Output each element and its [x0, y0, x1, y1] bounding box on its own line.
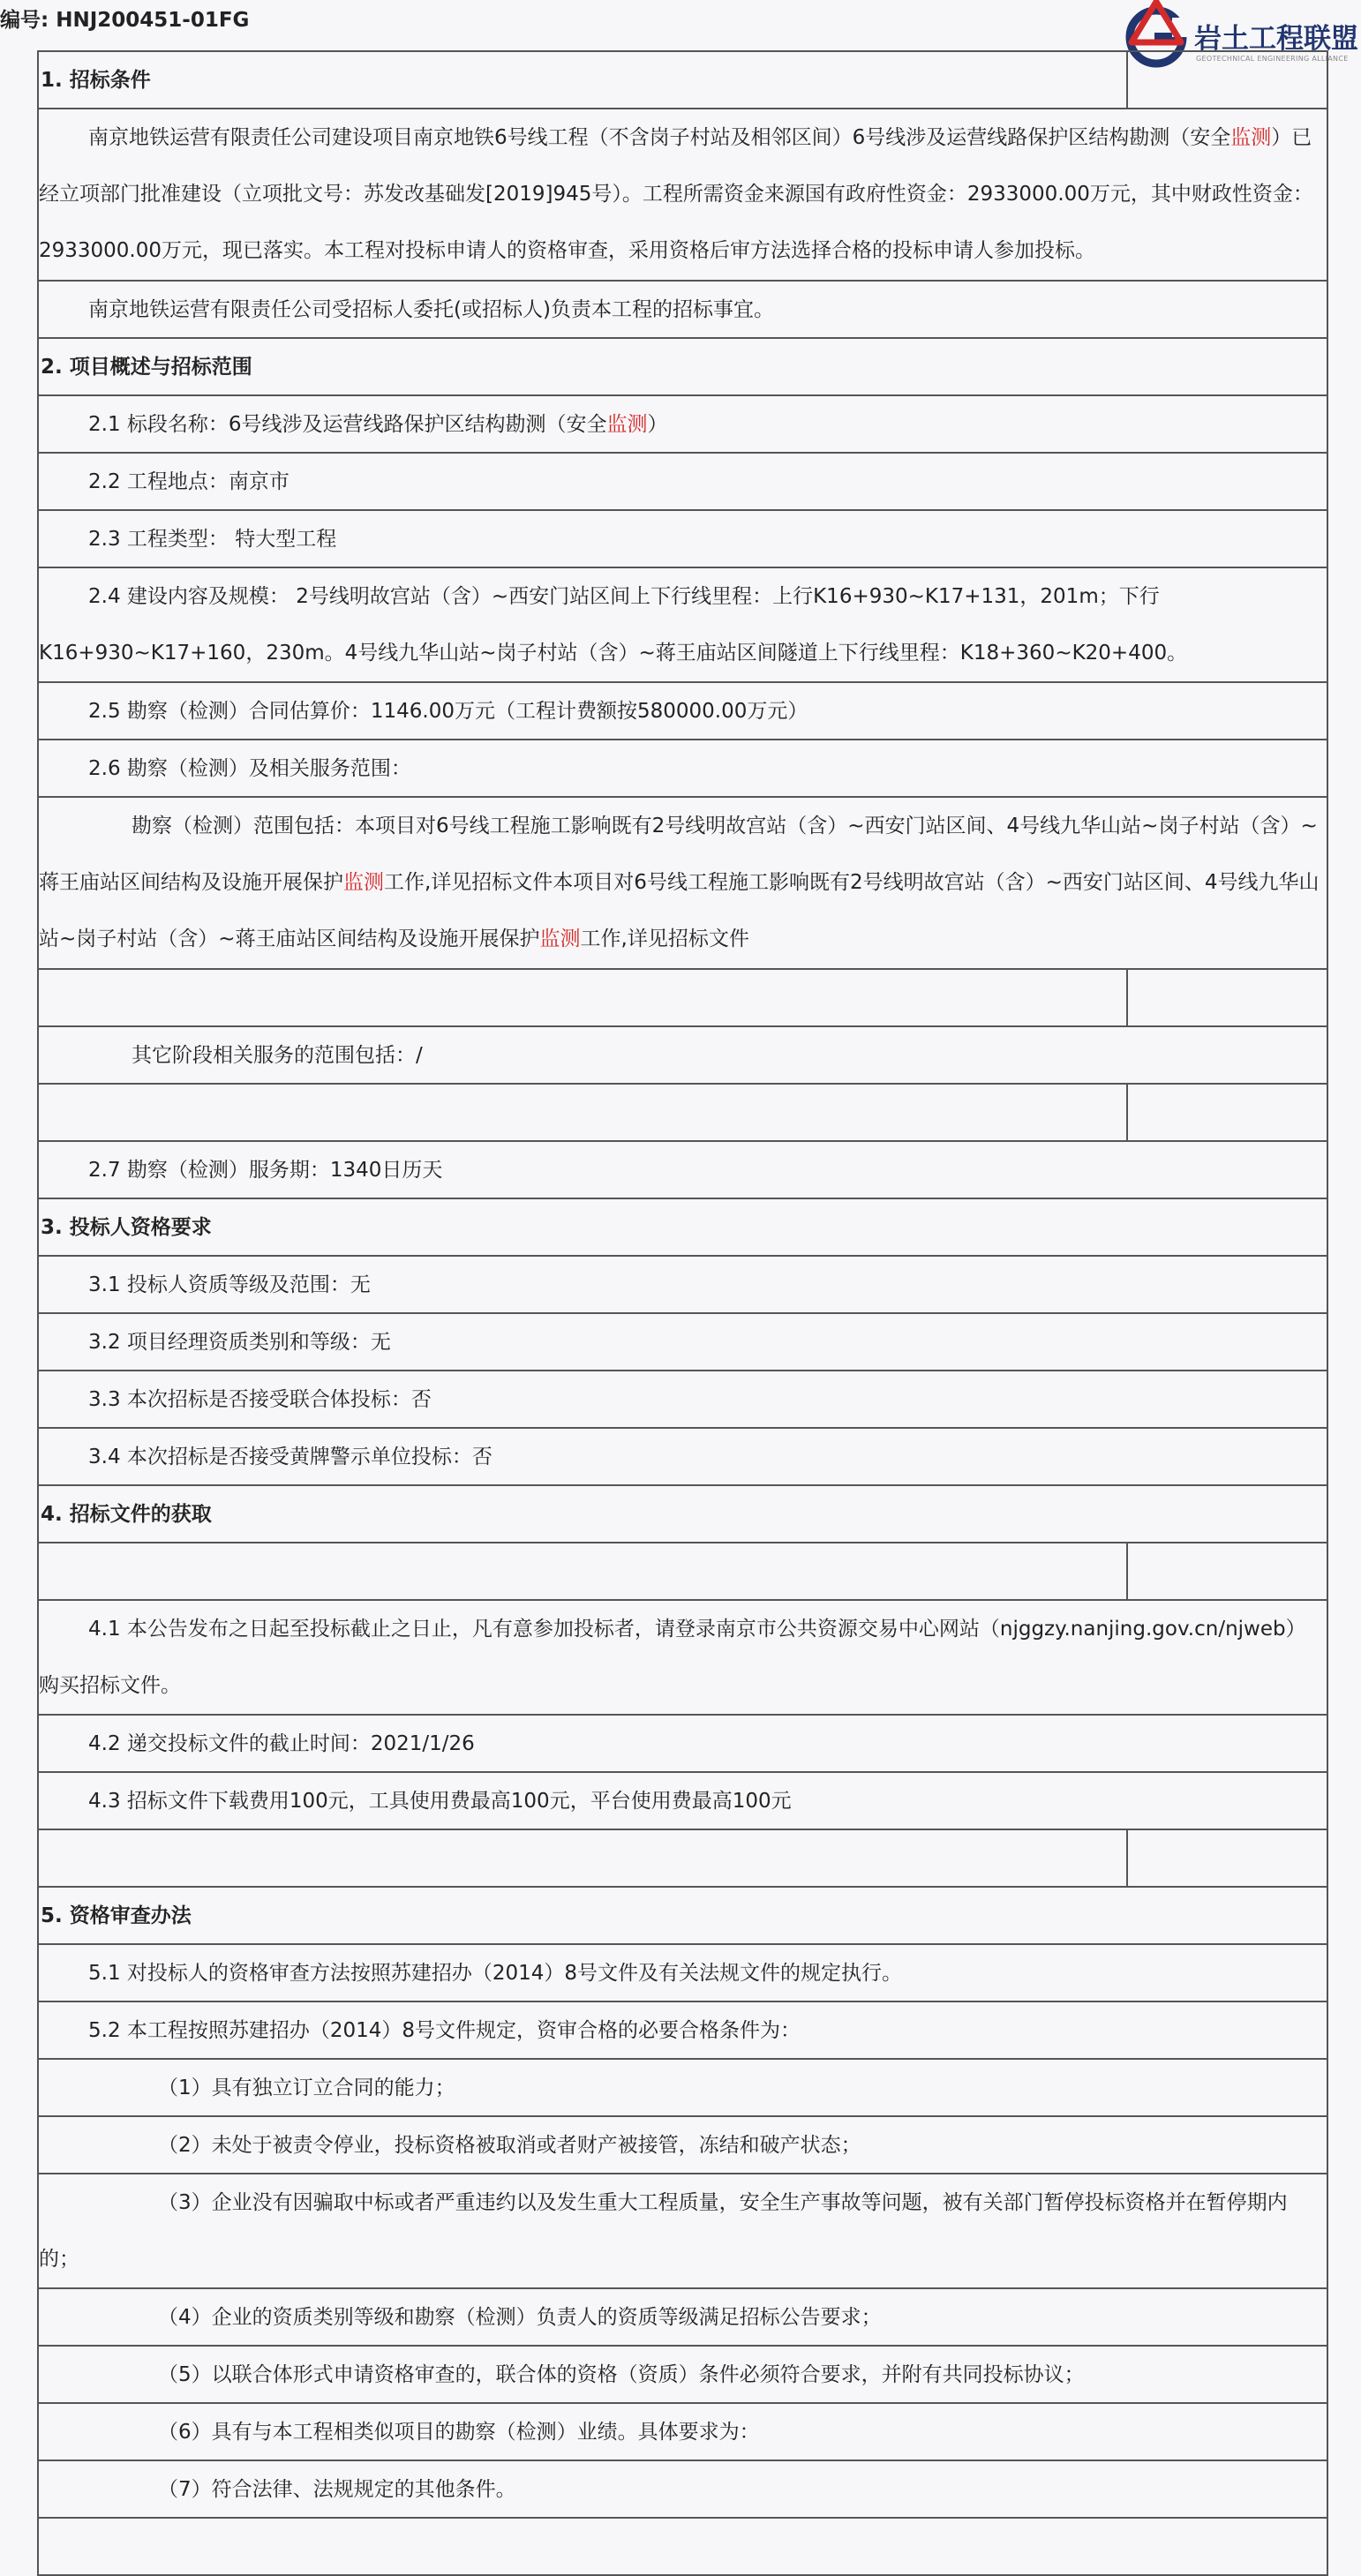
- section-4-heading-row: [39, 1486, 1327, 1543]
- item-text: 2.6 勘察（检测）及相关服务范围：: [88, 757, 411, 780]
- item-text: 2.7 勘察（检测）服务期：1340日历天: [88, 1159, 443, 1182]
- condition-5: [39, 2347, 1327, 2404]
- item-text: 3.1 投标人资质等级及范围：无: [88, 1273, 371, 1296]
- highlight-keyword: 监测: [1230, 126, 1272, 149]
- item-3-1: [39, 1257, 1327, 1314]
- item-2-2: [39, 454, 1327, 511]
- column-divider: [1126, 52, 1128, 108]
- other-services-row: [39, 1027, 1327, 1085]
- column-divider: [1126, 1830, 1128, 1886]
- paragraph-text: 勘察（检测）范围包括：本项目对6号线工程施工影响既有2号线明故宫站（含）~西安门站区间、4号线九华山站~岗子村站（含）~蒋王庙站区间结构及设施开展保护: [39, 815, 1318, 894]
- item-2-7: [39, 1142, 1327, 1199]
- item-text: 5.1 对投标人的资格审查方法按照苏建招办（2014）8号文件及有关法规文件的规定执行。: [88, 1962, 903, 1985]
- item-text: 5.2 本工程按照苏建招办（2014）8号文件规定，资审合格的必要合格条件为：: [88, 2019, 801, 2042]
- item-5-2: [39, 2002, 1327, 2060]
- condition-text: （1）具有独立订立合同的能力；: [158, 2077, 455, 2099]
- logo-title: 岩土工程联盟: [1194, 23, 1358, 55]
- highlight-keyword: 监测: [343, 871, 384, 894]
- item-4-3: [39, 1773, 1327, 1830]
- empty-row: [39, 1543, 1327, 1601]
- condition-3: [39, 2174, 1327, 2289]
- item-text: 3.3 本次招标是否接受联合体投标：否: [88, 1388, 432, 1411]
- section-heading: 3. 投标人资格要求: [41, 1216, 212, 1239]
- empty-row: [39, 2519, 1327, 2576]
- condition-1: [39, 2060, 1327, 2117]
- item-2-6: [39, 740, 1327, 798]
- section-heading: 5. 资格审查办法: [41, 1904, 192, 1927]
- condition-text: （2）未处于被责令停业，投标资格被取消或者财产被接管，冻结和破产状态；: [158, 2134, 861, 2157]
- condition-text: （5）以联合体形式申请资格审查的，联合体的资格（资质）条件必须符合要求，并附有共同投标协议；: [158, 2363, 1085, 2386]
- empty-row: [39, 1830, 1327, 1888]
- section-heading: 1. 招标条件: [41, 69, 151, 92]
- condition-7: [39, 2461, 1327, 2519]
- empty-row: [39, 970, 1327, 1027]
- highlight-keyword: 监测: [539, 928, 581, 950]
- item-text: 4.3 招标文件下载费用100元，工具使用费最高100元，平台使用费最高100元: [88, 1790, 792, 1813]
- section-3-heading-row: [39, 1199, 1327, 1257]
- item-text: ）: [647, 413, 668, 436]
- section-1-paragraph: [39, 109, 1327, 282]
- section-1-agent-paragraph: [39, 282, 1327, 339]
- scope-paragraph: [39, 798, 1327, 970]
- condition-text: （6）具有与本工程相类似项目的勘察（检测）业绩。具体要求为：: [158, 2421, 760, 2444]
- section-1-heading-row: [39, 52, 1327, 109]
- item-4-1: [39, 1601, 1327, 1716]
- highlight-keyword: 监测: [606, 413, 648, 436]
- item-text: 4.2 递交投标文件的截止时间：2021/1/26: [88, 1732, 475, 1755]
- item-2-4: [39, 568, 1327, 683]
- item-text: 2.3 工程类型： 特大型工程: [88, 528, 337, 551]
- item-2-5: [39, 683, 1327, 740]
- section-5-heading-row: [39, 1888, 1327, 1945]
- item-2-3: [39, 511, 1327, 568]
- condition-2: [39, 2117, 1327, 2174]
- column-divider: [1126, 970, 1128, 1025]
- item-text: 2.1 标段名称：6号线涉及运营线路保护区结构勘测（安全: [88, 413, 607, 436]
- paragraph-text: ）已经立项部门批准建设（立项批文号：苏发改基础发[2019]945号）。工程所需资金来源国有政府性资金：2933000.00万元，其中财政性资金：2933000.00万元，现已落实。本工程对投标申请人的资格审查，采用资格后审方法选择合格的投标申请人参加投标。: [39, 126, 1313, 262]
- column-divider: [1126, 1543, 1128, 1599]
- item-text: 2.4 建设内容及规模： 2号线明故宫站（含）~西安门站区间上下行线里程：上行K16+930~K17+131，201m；下行K16+930~K17+160，230m。4号线九华山站~岗子村站（含）~蒋王庙站区间隧道上下行线里程：K18+360~K20+400。: [39, 585, 1188, 665]
- paragraph-text: 工作,详见招标文件本项目对6号线工程施工影响既有2号线明故宫站（含）~西安门站区间、4号线九华山站~岗子村站（含）~蒋王庙站区间结构及设施开展保护: [39, 871, 1320, 950]
- item-text: 3.4 本次招标是否接受黄牌警示单位投标：否: [88, 1446, 493, 1468]
- document-number: 编号: HNJ200451-01FG: [0, 9, 250, 32]
- section-2-heading-row: [39, 339, 1327, 396]
- paragraph-text: 南京地铁运营有限责任公司建设项目南京地铁6号线工程（不含岗子村站及相邻区间）6号线涉及运营线路保护区结构勘测（安全: [88, 126, 1231, 149]
- empty-row: [39, 1085, 1327, 1142]
- section-heading: 2. 项目概述与招标范围: [41, 356, 252, 379]
- section-heading: 4. 招标文件的获取: [41, 1503, 212, 1526]
- condition-text: （3）企业没有因骗取中标或者严重违约以及发生重大工程质量，安全生产事故等问题，被有关部门暂停投标资格并在暂停期内的；: [39, 2191, 1288, 2271]
- item-5-1: [39, 1945, 1327, 2002]
- item-text: 2.5 勘察（检测）合同估算价：1146.00万元（工程计费额按580000.00万元）: [88, 700, 808, 723]
- tender-announcement-table: [37, 50, 1328, 2576]
- paragraph-text: 工作,详见招标文件: [580, 928, 749, 950]
- item-text: 2.2 工程地点：南京市: [88, 470, 289, 493]
- condition-text: （4）企业的资质类别等级和勘察（检测）负责人的资质等级满足招标公告要求；: [158, 2306, 882, 2329]
- item-2-1: [39, 396, 1327, 454]
- item-text: 其它阶段相关服务的范围包括：/: [132, 1044, 423, 1067]
- item-3-4: [39, 1429, 1327, 1486]
- condition-4: [39, 2289, 1327, 2347]
- item-3-2: [39, 1314, 1327, 1371]
- paragraph-text: 南京地铁运营有限责任公司受招标人委托(或招标人)负责本工程的招标事宜。: [88, 298, 774, 321]
- condition-6: [39, 2404, 1327, 2461]
- item-text: 4.1 本公告发布之日起至投标截止之日止，凡有意参加投标者，请登录南京市公共资源交易中心网站（njggzy.nanjing.gov.cn/njweb）购买招标文件。: [39, 1618, 1306, 1697]
- logo-subtitle: GEOTECHNICAL ENGINEERING ALLIANCE: [1196, 55, 1349, 63]
- item-text: 3.2 项目经理资质类别和等级：无: [88, 1331, 391, 1354]
- item-3-3: [39, 1371, 1327, 1429]
- item-4-2: [39, 1716, 1327, 1773]
- condition-text: （7）符合法律、法规规定的其他条件。: [158, 2478, 516, 2501]
- column-divider: [1126, 1085, 1128, 1140]
